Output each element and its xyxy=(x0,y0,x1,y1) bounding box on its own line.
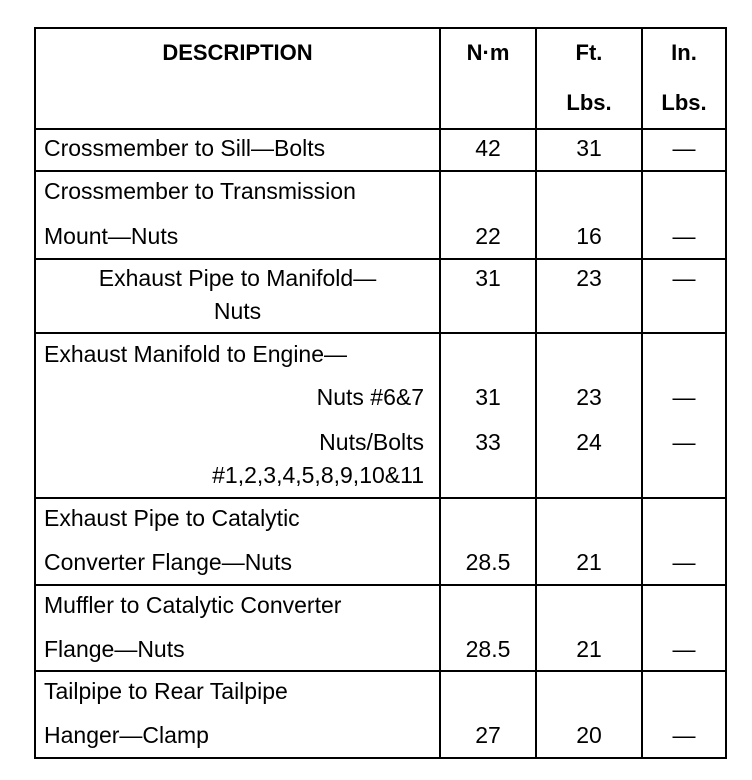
subrow-description: Nuts #6&7 xyxy=(316,384,424,410)
subrow-description-cont: #1,2,3,4,5,8,9,10&11 xyxy=(212,462,424,488)
row-description: Muffler to Catalytic Converter xyxy=(44,592,342,618)
row-in-value: — xyxy=(672,223,696,249)
subrow-ft-value: 24 xyxy=(576,429,602,455)
subrow-ft-value: 23 xyxy=(576,384,602,410)
row-nm-value: 28.5 xyxy=(465,636,511,662)
row-ft-value: 16 xyxy=(576,223,602,249)
row-ft-value: 21 xyxy=(576,636,602,662)
row-description-cont: Nuts xyxy=(213,298,262,324)
table-border-right xyxy=(725,27,727,759)
row-description: Crossmember to Transmission xyxy=(44,178,356,204)
row-in-value: — xyxy=(672,636,696,662)
table-border-top xyxy=(34,27,727,29)
header-ft-line2: Lbs. xyxy=(566,90,612,115)
row-divider xyxy=(34,670,727,672)
row-description: Exhaust Manifold to Engine— xyxy=(44,341,348,367)
row-nm-value: 28.5 xyxy=(465,549,511,575)
subrow-in-value: — xyxy=(672,384,696,410)
row-divider xyxy=(34,170,727,172)
row-nm-value: 22 xyxy=(475,223,501,249)
subrow-description: Nuts/Bolts xyxy=(319,429,424,455)
row-divider xyxy=(34,584,727,586)
header-description: DESCRIPTION xyxy=(162,40,313,65)
header-in-line2: Lbs. xyxy=(661,90,707,115)
header-in-line1: In. xyxy=(671,40,697,65)
subrow-in-value: — xyxy=(672,429,696,455)
subrow-nm-value: 33 xyxy=(475,429,501,455)
row-description-cont: Flange—Nuts xyxy=(44,636,185,662)
row-description-cont: Converter Flange—Nuts xyxy=(44,549,292,575)
row-description: Crossmember to Sill—Bolts xyxy=(44,135,326,161)
row-description: Exhaust Pipe to Manifold— xyxy=(98,265,377,291)
table-border-bottom xyxy=(34,757,727,759)
row-description: Tailpipe to Rear Tailpipe xyxy=(44,678,288,704)
row-in-value: — xyxy=(672,135,696,161)
row-ft-value: 23 xyxy=(576,265,602,291)
row-divider xyxy=(34,128,727,130)
row-divider xyxy=(34,332,727,334)
row-nm-value: 27 xyxy=(475,722,501,748)
row-divider xyxy=(34,497,727,499)
row-nm-value: 42 xyxy=(475,135,501,161)
row-description-cont: Hanger—Clamp xyxy=(44,722,209,748)
row-in-value: — xyxy=(672,549,696,575)
row-description: Exhaust Pipe to Catalytic xyxy=(44,505,300,531)
row-nm-value: 31 xyxy=(475,265,501,291)
header-nm: N·m xyxy=(466,40,510,65)
row-ft-value: 20 xyxy=(576,722,602,748)
row-in-value: — xyxy=(672,265,696,291)
row-divider xyxy=(34,258,727,260)
subrow-nm-value: 31 xyxy=(475,384,501,410)
row-in-value: — xyxy=(672,722,696,748)
row-description-cont: Mount—Nuts xyxy=(44,223,179,249)
header-ft-line1: Ft. xyxy=(575,40,603,65)
row-ft-value: 31 xyxy=(576,135,602,161)
row-ft-value: 21 xyxy=(576,549,602,575)
